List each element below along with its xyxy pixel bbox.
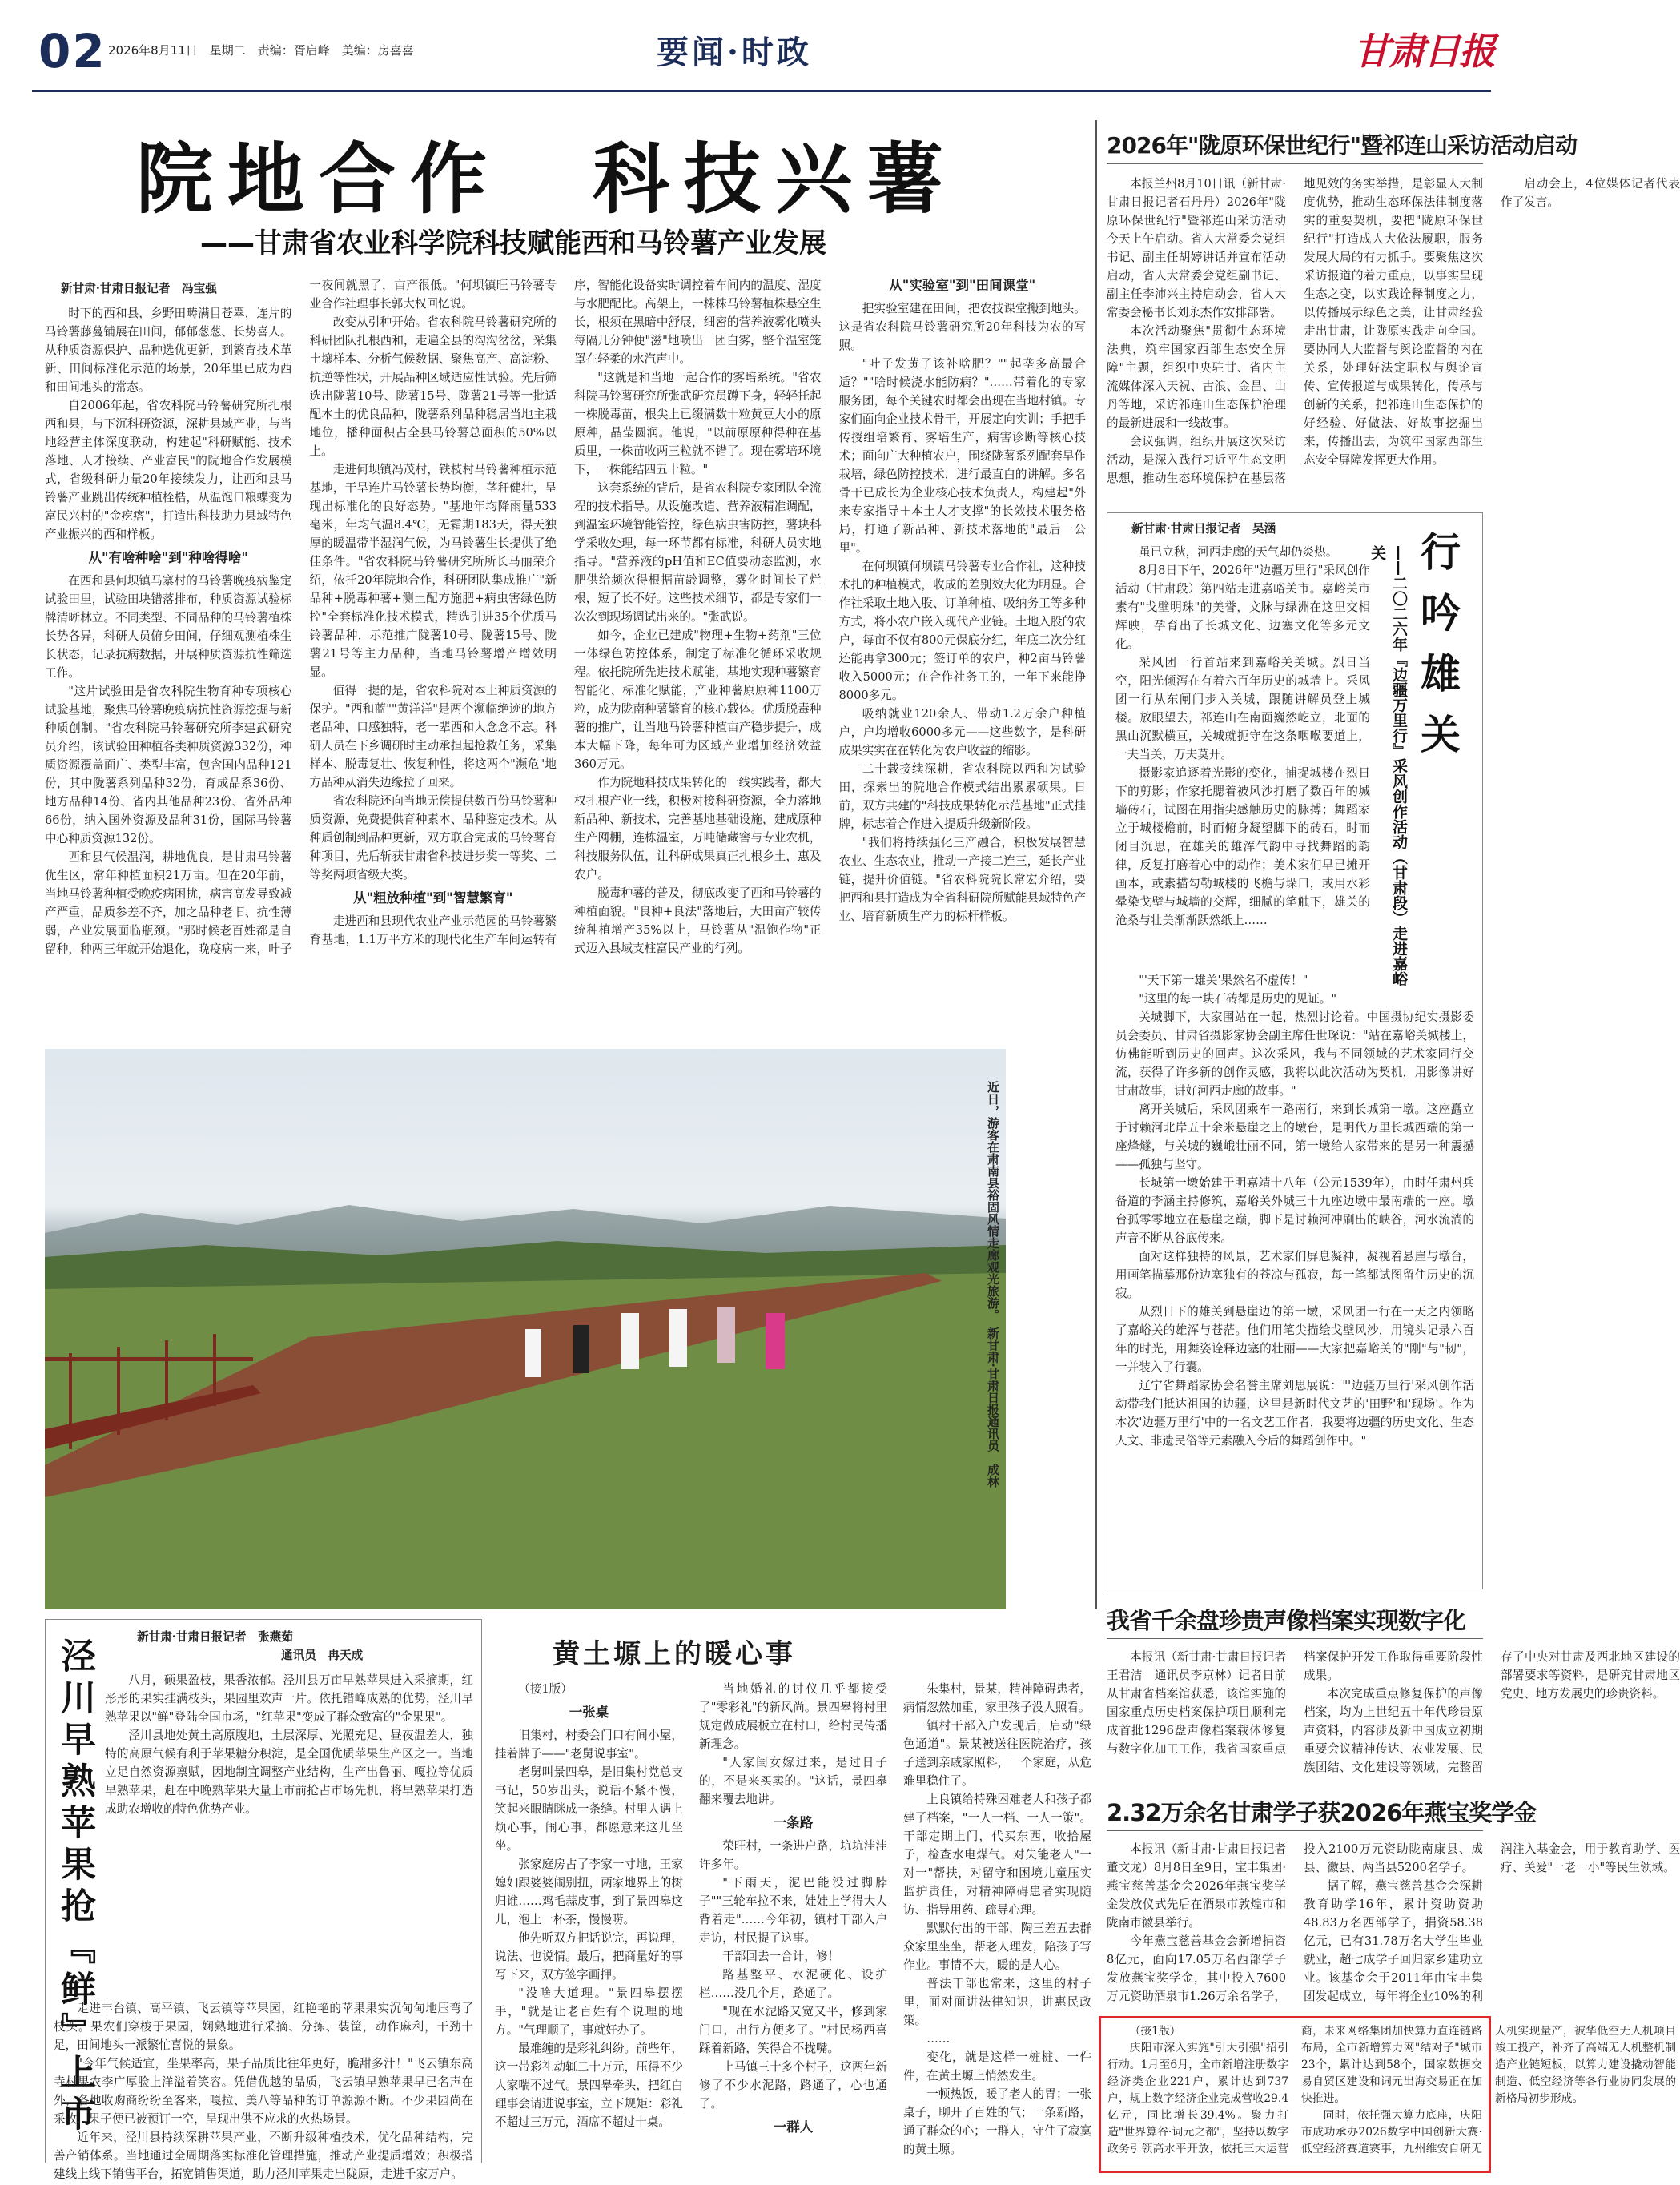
warm-story-paragraph: "没啥大道理。"景四皋摆摆手，"就是让老百姓有个说理的地方。"气理顺了，事就好办了。 [495, 1986, 683, 2037]
warm-story-paragraph: …… [926, 2032, 951, 2046]
side-top-paragraph: 本报兰州8月10日讯（新甘肃·甘肃日报记者石丹丹）2026年"陇原环保世纪行"暨祁连山采访活动今天上午启动。省人大常委会党组书记、副主任胡婷讲话并宣布活动启动，省人大常委会党组副书记、副主任李沛兴主持启动会，省人大常委会秘书长刘永杰作安排部署。 [1107, 177, 1286, 319]
archive-paragraph: 本报讯（新甘肃·甘肃日报记者王君洁 通讯员李京林）记者日前从甘肃省档案馆获悉，该馆实施的国家重点历史档案保护项目顺利完成首批1296盘声像档案载体修复与数字化加工工作，我省国家重点档案保护开发工作取得重要阶段性成果。 [1107, 1650, 1483, 1756]
side-feature-lead [1115, 520, 1370, 968]
warm-story-paragraph: 荣旺村，一条进户路，坑坑洼洼许多年。 [699, 1839, 887, 1871]
lead-paragraph: 时下的西和县，乡野田畴满目苍翠，连片的马铃薯藤蔓铺展在田间，郁郁葱葱、长势喜人。从种质资源保护、品种选优更新，到繁育技术革新、田间标准化示范的场景，20年里已成为西和田间地头的常态。 [45, 307, 292, 394]
lead-paragraph: 省农科院还向当地无偿提供数百份马铃薯种质资源，免费提供育种素本、品种鉴定技术。从种质创制到品种更新，双方联合完成的马铃薯育种项目，先后斩获甘肃省科技进步奖一等奖、二等奖两项省级大奖。 [309, 794, 557, 882]
side-feature-box [1107, 512, 1483, 1589]
warm-story-paragraph: 一顿热饭，暖了老人的胃；一张桌子，聊开了百姓的气；一条新路，通了群众的心；一群人，守住了寂寞的黄土塬。 [903, 2087, 1091, 2156]
side-feature-byline: 新甘肃·甘肃日报记者 吴涵 [1131, 522, 1276, 536]
warm-story-body [495, 1680, 1091, 2165]
apple-paragraph: 近年来，泾川县持续深耕苹果产业，不断升级种植技术，优化品种结构，完善产销体系。当地通过全周期落实标准化管理措施，推动产业提质增效；积极搭建线上线下销售平台，拓宽销售渠道，助力泾川苹果走出陇原，走进千家万户。 [54, 2131, 473, 2181]
side-feature-paragraph: 8月8日下午，2026年"边疆万里行"采风创作活动（甘肃段）第四站走进嘉峪关市。嘉峪关市素有"戈壁明珠"的美誉，文脉与绿洲在这里交相辉映，孕育出了长城文化、边塞文化等多元文化。 [1115, 564, 1370, 651]
side-feature-paragraph: 关城脚下，大家围站在一起，热烈讨论着。中国摄协纪实摄影委员会委员、甘肃省摄影家协会副主席任世琛说："站在嘉峪关城楼上，仿佛能听到历史的回声。这次采风，我与不同领域的艺术家同行交流，获得了许多新的创作灵感，我将以此次活动为契机，用影像讲好甘肃故事，讲好河西走廊的故事。" [1115, 1010, 1474, 1098]
scholarship-title: 2.32万余名甘肃学子获2026年燕宝奖学金 [1107, 1799, 1537, 1826]
archive-paragraph: 本次完成重点修复保护的声像档案，均为上世纪五十年代珍贵原声资料，内容涉及新中国成立初期重要会议精神传达、农业发展、民族团结、文化建设等领域，完整留存了中央对甘肃及西北地区建设的部署要求等资料，是研究甘肃地区党史、地方发展史的珍贵资料。 [1304, 1650, 1680, 1774]
warm-story-heading: 一张桌 [569, 1705, 609, 1720]
side-feature-paragraph: 离开关城后，采风团乘车一路南行，来到长城第一墩。这座矗立于讨赖河北岸五十余米悬崖之上的墩台，是明代万里长城西端的第一座烽燧，与关城的巍峨壮丽不同，第一墩给人家带来的是另一种震撼——孤独与坚守。 [1115, 1103, 1474, 1171]
warm-story-paragraph: "人家闺女嫁过来，是过日子的，不是来买卖的。"这话，景四皋翻来覆去地讲。 [699, 1756, 887, 1806]
lead-paragraph: "叶子发黄了该补啥肥？""起垄多高最合适？""啥时候浇水能防病？"……带着化的专家服务团，每个关键农时都会出现在当地村镇。专家们面向企业技术骨干，开展定向实训；手把手传授组培繁育、雾培生产，病害诊断等核心技术；面向广大种植农户，围绕陇薯系列配套早作栽培，绿色防控技术，进行最直白的讲解。多名骨干已成长为企业核心技术负责人，构建起"外来专家指导＋本土人才支撑"的长效技术服务格局，打通了新品种、新技术落地的"最后一公里"。 [838, 357, 1086, 555]
lead-paragraph: 这套系统的背后，是省农科院专家团队全流程的技术指导。从设施改造、营养液精准调配，到温室环境智能管控，绿色病虫害防控，薯块科学采收处理，每一环节都有标准，科研人员实地指导。"营养液的pH值和EC值要动态监测，水肥供给频次得根据苗龄调整，雾化时间长了烂根，短了长不好。这些技术细节，都是专家们一次次到现场调试出来的。"张武说。 [574, 481, 822, 624]
warm-story-paragraph: 他先听双方把话说完，再说理，说法、也说情。最后，把商量好的事写下来，双方签字画押。 [495, 1931, 683, 1982]
scholarship-paragraph: 据了解，燕宝慈善基金会深耕教育助学16年，累计资助资助48.83万名西部学子，捐资58.38亿元，已有31.78万名大学生毕业就业，超七成学子回归家乡建功立业。该基金会于2011年由宝丰集团发起成立，每年将企业10%的利润注入基金会，用于教育助学、医疗、关爱"一老一小"等民生领域。 [1304, 1842, 1680, 2003]
side-top-title: 2026年"陇原环保世纪行"暨祁连山采访活动启动 [1107, 132, 1578, 159]
side-top-paragraph: 本次活动聚焦"贯彻生态环境法典，筑牢国家西部生态安全屏障"主题，组织中央驻甘、省内主流媒体深入天祝、古浪、金昌、山丹等地，采访祁连山生态保护治理的最新进展和一线故事。 [1107, 324, 1286, 430]
lead-section-heading: 从"粗放种植"到"智慧繁育" [353, 890, 513, 906]
scholarship-paragraph: 今年燕宝慈善基金会新增捐资8亿元，面向17.05万名西部学子发放燕宝奖学金，其中投入7600万元资助酒泉市1.26万余名学子，投入2100万元资助陇南康县、成县、徽县、两当县5200名学子。 [1107, 1842, 1483, 2003]
continued-article-continue: （接1版） [1129, 2025, 1181, 2038]
side-feature-paragraph: 辽宁省舞蹈家协会名誉主席刘思展说："'边疆万里行'采风创作活动带我们抵达祖国的边疆，这里是新时代文艺的'田野'和'现场'。作为本次'边疆万里行'中的一名文艺工作者，我要将边疆的历史文化、生态人文、非遗民俗等元素融入今后的舞蹈创作中。" [1115, 1379, 1474, 1448]
lead-paragraph: 在西和县何坝镇马寨村的马铃薯晚疫病鉴定试验田里，试验田块错落排布，种质资源试验标牌清晰林立。不同类型、不同品种的马铃薯植株长势各异，科研人员俯身田间，仔细观测植株生长状态，记录抗病数据，开展种质资源抗性筛选工作。 [45, 574, 292, 680]
apple-paragraph: 泾川县地处黄土高原腹地，土层深厚、光照充足、昼夜温差大，独特的高原气候有利于苹果糖分积淀，是全国优质苹果生产区之一。当地立足自然资源禀赋，因地制宜调整产业结构，生产出鲁丽、嘎拉等优质早熟苹果，赶在中晚熟苹果大量上市前抢占市场先机，将早熟苹果打造成助农增收的特色优势产业。 [105, 1729, 473, 1816]
apple-paragraph: "今年气候适宜，坐果率高，果子品质比往年更好，脆甜多汁！"飞云镇东高寺村果农李广厚脸上洋溢着笑容。凭借优越的品质，飞云镇早熟苹果早已名声在外，各地收购商纷纷至客来，嘎拉、美八等品种的订单源源不断。不少果园尚在采收，果子便已被预订一空，呈现出供不应求的火热场景。 [54, 2057, 473, 2126]
page-header [0, 0, 1523, 102]
side-feature-paragraph: "这里的每一块石砖都是历史的见证。" [1139, 992, 1337, 1006]
side-feature-paragraph: 面对这样独特的风景，艺术家们屏息凝神，凝视着悬崖与墩台，用画笔描摹那份边塞独有的苍凉与孤寂，每一笔都试图留住历史的沉寂。 [1115, 1250, 1474, 1300]
apple-vertical-title: 泾川早熟苹果抢『鲜』上市 [54, 1637, 95, 2137]
side-feature-paragraph: 摄影家追逐着光影的变化，捕捉城楼在烈日下的剪影；作家托腮着被风沙打磨了数百年的城墙砖石，试图在用指尖感触历史的脉搏；舞蹈家立于城楼檐前，时而俯身凝望脚下的砖石，时而闭目沉思，在雄关的雄浑气韵中寻找舞蹈的韵律，反复打磨着心中的动作；美术家们早已摊开画本，或素描勾勒城楼的飞檐与垛口，或用水彩晕染戈壁与城墙的交辉，细腻的笔触下，雄关的沧桑与壮美渐渐跃然纸上…… [1115, 766, 1370, 927]
apple-byline: 新甘肃·甘肃日报记者 张燕茹 [137, 1630, 293, 1644]
apple-body-lower [54, 1999, 473, 2181]
warm-story-paragraph: "现在水泥路又宽又平，修到家门口，出行方便多了。"村民杨西喜踩着新路，笑得合不拢嘴。 [699, 2005, 887, 2055]
warm-story-title: 黄土塬上的暖心事 [553, 1638, 796, 1670]
continued-article-paragraph: 同时，依托强大算力底座，庆阳市成功承办2026数字中国创新大赛·低空经济赛道赛事，九州维安自研无人机实现量产，被华低空无人机项目竣工投产，补齐了高端无人机整机制造产业链短板，以算力建设撬动智能制造、低空经济等各行业协同发展的新格局初步形成。 [1301, 2025, 1676, 2155]
lead-paragraph: 吸纳就业120余人、带动1.2万余户种植户，户均增收6000多元——这些数字，是科研成果实实在在转化为农户收益的缩影。 [838, 707, 1086, 757]
side-feature-body [1115, 971, 1474, 1580]
apple-article-box [45, 1619, 482, 2181]
side-top-paragraph: 会议强调，组织开展这次采访活动，是深入践行习近平生态文明思想，推动生态环境保护在基层落地见效的务实举措，是彰显人大制度优势，推动生态环保法律制度落实的重要契机，要把"陇原环保世纪行"打造成人大依法履职，服务发展大局的有力抓手。要聚焦这次采访报道的着力重点，以事实呈现生态之变，以实践诠释制度之力，以传播展示绿色之美，让甘肃经验走出甘肃，让陇原实践走向全国。要协同人大监督与舆论监督的内在关系，处理好法定职权与舆论宣传、宣传报道与成果转化，传承与创新的关系，把祁连山生态保护的好经验、好做法、好故事挖掘出来，传播出去，为筑牢国家西部生态安全屏障发挥更大作用。 [1107, 177, 1483, 485]
lead-subtitle: ——甘肃省农业科学院科技赋能西和马铃薯产业发展 [200, 227, 826, 259]
warm-story-paragraph: 最难缠的是彩礼纠纷。前些年，这一带彩礼动辄二十万元，压得不少人家喘不过气。景四皋牵头，把红白理事会请进说事室，立下规矩：彩礼不超过三万元，酒席不超过十桌。 [495, 2042, 683, 2129]
lead-paragraph: 作为院地科技成果转化的一线实践者，都大权扎根产业一线，积极对接科研资源，全力落地新品种、新技术，完善基地基础设施，建成原种生产网棚，连栋温室，万吨储藏窖与专业农机，科技服务队伍，让科研成果真正扎根乡土，惠及农户。 [574, 776, 822, 882]
lead-section-heading: 从"有啥种啥"到"种啥得啥" [88, 550, 248, 565]
scholarship-paragraph: 本报讯（新甘肃·甘肃日报记者董文龙）8月8日至9日，宝丰集团·燕宝慈善基金会2026年燕宝奖学金发放仪式先后在酒泉市敦煌市和陇南市徽县举行。 [1107, 1842, 1286, 1930]
continued-article-paragraph: 庆阳市深入实施"引大引强"招引行动。1月至6月，全市新增注册数字经济类企业221户，累计达到737户，规上数字经济企业完成营收29.4亿元，同比增长39.4%。聚力打造"世界算谷·词元之都"，坚持以数字政务引领高水平开放，依托三大运营商，未来网络集团加快算力直连链路布局，全市新增算力网"结对子"城市23个，累计达到58个，国家数据交易自贸区建设和词元出海交易正在加快推进。 [1107, 2025, 1482, 2155]
warm-story-paragraph: 上良镇给特殊困难老人和孩子都建了档案，"一人一档、一人一策"。干部定期上门，代买东西，收拾屋子，检查水电煤气。对失能老人"一对一"帮扶，对留守和困境儿童压实监护责任，对精神障碍患者实现随访、指导用药、疏导心理。 [903, 1793, 1091, 1917]
lead-paragraph: "这就是和当地一起合作的雾培系统。"省农科院马铃薯研究所张武研究员蹲下身，轻轻托起一株脱毒苗，根尖上已缀满数十粒黄豆大小的原原种，晶莹圆润。他说，"以前原原种得种在基质里，一株苗收两三粒就不错了。现在雾培环境下，一株能结四五十粒。" [574, 371, 822, 476]
side-feature-paragraph: 长城第一墩始建于明嘉靖十八年（公元1539年），由时任肃州兵备道的李涵主持修筑，嘉峪关外城三十九座边墩中最南端的一座。墩台孤零零地立在悬崖之巅，脚下是讨赖河冲刷出的峡谷，河水流淌的声音不断从谷底传来。 [1115, 1176, 1474, 1245]
side-top-paragraph: 启动会上，4位媒体记者代表作了发言。 [1501, 177, 1680, 209]
section-title: 要闻·时政 [657, 34, 812, 71]
warm-story-paragraph: 老舅叫景四皋，是旧集村党总支书记，50岁出头，说话不紧不慢，笑起来眼睛眯成一条缝。村里人遇上烦心事，闹心事，都愿意来这儿坐坐。 [495, 1765, 683, 1853]
archive-title: 我省千余盘珍贵声像档案实现数字化 [1107, 1607, 1466, 1634]
archive-body [1107, 1648, 1680, 1784]
side-feature-paragraph: 采风团一行首站来到嘉峪关关城。烈日当空，阳光倾泻在有着六百年历史的城墙上。采风团一行从东闸门步入关城，跟随讲解员登上城楼。放眼望去，祁连山在南面巍然屹立，北面的黑山沉默横亘，关城就扼守在这条咽喉要道上，一夫当关，万夫莫开。 [1115, 656, 1370, 761]
warm-story-paragraph: 普法干部也常来，这里的村子里，面对面讲法律知识，讲惠民政策。 [903, 1977, 1091, 2027]
warm-story-heading: 一群人 [773, 2119, 814, 2135]
page-number: 02 [38, 24, 107, 78]
lead-body [45, 276, 1086, 1041]
lead-paragraph: 走进何坝镇冯茂村，铁枝村马铃薯种植示范基地，干旱连片马铃薯长势均衡，茎秆健壮，呈现出标准化的良好态势。"基地年均降雨量533毫米，年均气温8.4℃，无霜期183天，得天独厚的暖温带半湿润气候，为马铃薯生长提供了绝佳条件。"省农科院马铃薯研究所所长马丽荣介绍，依托20年院地合作，科研团队集成推广"新品种+脱毒种薯+测土配方施肥+病虫害绿色防控"全套标准化技术模式，精选引进35个优质马铃薯品种，示范推广陇薯10号、陇薯15号、陇薯21号等主力品种，当地马铃薯增产增效明显。 [309, 463, 557, 679]
side-top-body [1107, 175, 1680, 503]
side-feature-vertical-subtitle: ——二〇二六年『边疆万里行』采风创作活动（甘肃段）走进嘉峪关 [1369, 545, 1408, 986]
side-feature-paragraph: "'天下第一雄关'果然名不虚传！" [1139, 974, 1308, 987]
lead-byline: 新甘肃·甘肃日报记者 冯宝强 [61, 282, 217, 295]
lead-paragraph: 把实验室建在田间，把农技课堂搬到地头。这是省农科院马铃薯研究所20年科技为农的写照。 [838, 302, 1086, 352]
warm-story-paragraph: 路基整平、水泥硬化、设护栏……没几个月，路通了。 [699, 1968, 887, 2000]
column-divider [1095, 120, 1097, 1609]
lead-paragraph: "这片试验田是省农科院生物育种专项核心试验基地，聚焦马铃薯晚疫病抗性资源挖掘与新种质创制。"省农科院马铃薯研究所李建武研究员介绍，该试验田种植各类种质资源332份，种质资源覆盖面广、类型丰富，包含国内品种121份，其中陇薯系列品种32份，育成品系36份、地方品种14份、省内其他品种23份、省外品种66份，纳入国外资源及品种31份，国际马铃薯中心种质资源132份。 [45, 685, 292, 845]
warm-story-paragraph: 当地婚礼的讨仪几乎都接受了"零彩礼"的新风尚。景四皋将村里规定做成展板立在村口，给村民传播新理念。 [699, 1682, 887, 1751]
continued-article-box [1099, 2016, 1676, 2173]
newspaper-logo: 甘肃日报 [1353, 30, 1494, 73]
lead-section-heading: 从"实验室"到"田间课堂" [889, 278, 1036, 293]
apple-paragraph: 走进丰台镇、高平镇、飞云镇等苹果园，红艳艳的苹果果实沉甸甸地压弯了枝头。果农们穿梭于果园，娴熟地进行采摘、分拣、装筐，动作麻利，干劲十足，田间地头一派繁忙喜悦的景象。 [54, 2002, 473, 2052]
warm-story-paragraph: 干部回去一合计，修！ [722, 1950, 840, 1963]
lead-paragraph: 如今，企业已建成"物理+生物+药剂"三位一体绿色防控体系，制定了标准化循环采收规程。依托院所先进技术赋能，基地实现种薯繁育智能化、标准化赋能，产业种薯原原种1100万粒，成为陇南种薯繁育的核心载体。优质脱毒种薯的推广，让当地马铃薯种植亩产稳步提升，成本大幅下降，每年可为区域产业增加经济效益360万元。 [574, 629, 822, 771]
lead-paragraph: 走进西和县现代农业产业示范园的马铃薯繁育基地，1.1万平方米的现代化生产车间运转有序，智能化设备实时调控着车间内的温度、湿度与水肥配比。高架上，一株株马铃薯植株悬空生长，根须在黑暗中舒展，细密的营养液雾化喷头每隔几分钟便"滋"地喷出一团白雾，整个温室笼罩在轻柔的水汽声中。 [309, 279, 822, 946]
lead-title: 院地合作 科技兴薯 [136, 134, 958, 224]
lead-paragraph: 在何坝镇何坝镇马铃薯专业合作社，这种技术扎的种植模式，收成的差别效大化为明显。合作社采取土地入股、订单种植、吸纳务工等多种方式，将小农户嵌入现代产业链。土地入股的农户，每亩不仅有800元保底分红，年底二次分红还能再拿300元；签订单的农户，种2亩马铃薯收入5000元；在合作社务工的，一年下来能挣8000多元。 [838, 560, 1086, 702]
continued-article-body [1107, 2023, 1676, 2169]
apple-byline: 通讯员 冉天成 [281, 1649, 364, 1662]
warm-story-paragraph: 张家庭房占了李家一寸地，王家媳妇跟婆婆闹别扭，两家地界上的树归谁……鸡毛蒜皮事，到了景四皋这儿，泡上一杯茶，慢慢唠。 [495, 1858, 683, 1926]
side-feature-paragraph: 虽已立秋，河西走廊的天气却仍炎热。 [1139, 545, 1338, 559]
lead-paragraph: 西和县气候温润，耕地优良，是甘肃马铃薯优生区，常年种植面积21万亩。但在20年前，当地马铃薯种植受晚疫病困扰，病害高发导致减产严重，品质参差不齐，加之品种老旧、抗性薄弱，产业发展面临瓶颈。"那时候老百姓都是自留种，种两三年就开始退化，晚疫病一来，叶子一夜间就黑了，亩产很低。"何坝镇旺马铃薯专业合作社理事长郭大权回忆说。 [45, 279, 557, 956]
warm-story-paragraph: 上马镇三十多个村子，这两年新修了不少水泥路，路通了，心也通了。 [699, 2060, 887, 2111]
warm-story-paragraph: 默默付出的干部，陶三差五去群众家里坐坐，帮老人理发，陪孩子写作业。事情不大，暖的是人心。 [903, 1922, 1091, 1972]
photo-caption: 近日，游客在肃南县裕固风情走廊观光旅游。 新甘肃·甘肃日报通讯员 成林 [986, 1081, 1000, 1488]
warm-story-paragraph: 朱集村，景某，精神障碍患者，病情忽然加重，家里孩子没人照看。 [903, 1682, 1091, 1714]
apple-body-upper [105, 1671, 473, 1995]
scholarship-body [1107, 1840, 1680, 2011]
lead-paragraph: 值得一提的是，省农科院对本土种质资源的保护。"西和蓝""黄洋洋"是两个濒临绝迹的地方老品种，口感独特，老一辈西和人念念不忘。科研人员在下乡调研时主动承担起抢救任务，采集样本、脱毒复壮、恢复种性，将这两个"濒危"地方品种从消失边缘拉了回来。 [309, 684, 557, 789]
lead-paragraph: 二十载接续深耕，省农科院以西和为试验田，探索出的院地合作模式结出累累硕果。日前，双方共建的"科技成果转化示范基地"正式挂牌，标志着合作进入提质升级新阶段。 [838, 762, 1086, 831]
warm-story-paragraph: 旧集村，村委会门口有间小屋，挂着牌子——"老舅说事室"。 [495, 1729, 683, 1761]
landscape-photo [45, 1049, 1006, 1609]
header-meta: 2026年8月11日 星期二 责编：胥启峰 美编：房喜喜 [108, 43, 414, 58]
lead-paragraph: 自2006年起，省农科院马铃薯研究所扎根西和县，与下沉科研资源，深耕县域产业，与当地经营主体深度联动，构建起"科研赋能、技术落地、人才接续、产业富民"的院地合作发展模式，省级科研力量20年接续发力，让西和县马铃薯产业跳出传统种植桎梏，从温饱口粮蝶变为富民兴村的"金疙瘩"，打造出科技助力县域特色产业振兴的西和样板。 [45, 399, 292, 541]
warm-story-paragraph: "下雨天，泥巴能没过脚脖子""三轮车拉不来，娃娃上学得大人背着走"……今年初，镇村干部入户走访，村民提了这事。 [699, 1876, 887, 1945]
side-feature-paragraph: 从烈日下的雄关到悬崖边的第一墩，采风团一行在一天之内领略了嘉峪关的雄浑与苍茫。他们用笔尖描绘戈壁风沙，用镜头记录六百年的时光，用舞姿诠释边塞的壮丽——大家把嘉峪关的"刚"与"韧"，一并装入了行囊。 [1115, 1305, 1474, 1374]
header-rule [32, 90, 1491, 92]
warm-story-paragraph: 镇村干部入户发现后，启动"绿色通道"。景某被送往医院治疗，孩子送到亲戚家照料，一个家庭，从危难里稳住了。 [903, 1719, 1091, 1788]
lead-paragraph: 改变从引种开始。省农科院马铃薯研究所的科研团队扎根西和，走遍全县的沟沟岔岔，采集土壤样本、分析气候数据、聚焦高产、高淀粉、抗逆等性状，开展品种区域适应性试验。先后筛选出陇薯10号、陇薯15号、陇薯21号等一批适配本土的优良品种，陇薯系列品种稳居当地主栽地位，播种面积占全县马铃薯总面积的50%以上。 [309, 315, 557, 458]
warm-story-continue: （接1版） [518, 1682, 573, 1696]
lead-paragraph: 脱毒种薯的普及，彻底改变了西和马铃薯的种植面貌。"良种+良法"落地后，大田亩产较传统种植增产35%以上，马铃薯从"温饱作物"正式迈入县域支柱富民产业的行列。 [574, 886, 822, 955]
warm-story-paragraph: 变化，就是这样一桩桩、一件件，在黄土塬上悄然发生。 [903, 2050, 1091, 2083]
side-feature-vertical-title: 行吟雄关 [1414, 531, 1461, 774]
photo-scene [45, 1049, 1006, 1609]
apple-paragraph: 八月，硕果盈枝，果香浓郁。泾川县万亩早熟苹果进入采摘期，红彤彤的果实挂满枝头，果园里欢声一片。依托错峰成熟的优势，泾川早熟苹果以"鲜"登陆全国市场，"红苹果"变成了群众致富的"金果果"。 [105, 1673, 473, 1724]
warm-story-heading: 一条路 [773, 1815, 814, 1830]
lead-paragraph: "我们将持续强化三产融合，积极发展智慧农业、生态农业，推动一产接二连三，延长产业链，提升价值链。"省农科院院长常宏介绍，要把西和县打造成为全省科研院所赋能县域特色产业、培育新质生产力的标杆样板。 [838, 836, 1086, 923]
